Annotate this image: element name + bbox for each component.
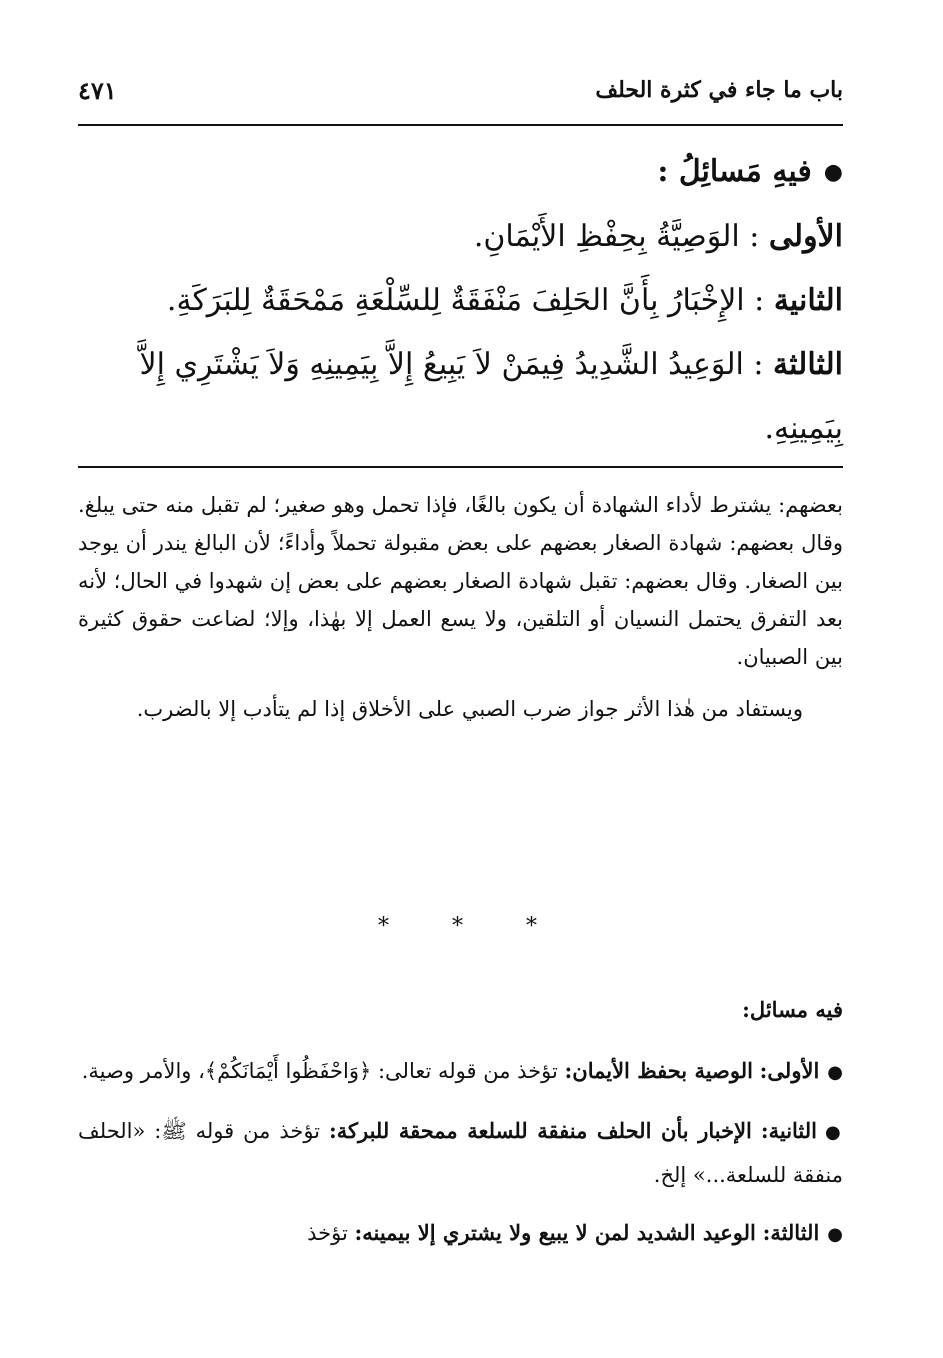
issue-text: تؤخذ من قوله ﷺ: «الحلف منفقة للسلعة...» إلخ. bbox=[78, 1119, 843, 1187]
chapter-title: باب ما جاء في كثرة الحلف bbox=[595, 77, 843, 103]
matn-section bbox=[78, 140, 843, 461]
issue-text: تؤخذ bbox=[307, 1221, 348, 1245]
bullet-icon: ● bbox=[827, 1062, 843, 1083]
matn-heading-text: فيهِ مَسائِلُ : bbox=[657, 154, 812, 189]
matn-item-text: : الوَعِيدُ الشَّدِيدُ فِيمَنْ لاَ يَبِيعُ إِلاَّ بِيَمِينِهِ وَلاَ يَشْتَرِي إِلاَّ bbox=[139, 347, 764, 382]
matn-item-2 bbox=[78, 269, 843, 333]
matn-heading bbox=[78, 140, 843, 205]
issues-heading: فيه مسائل: bbox=[742, 997, 843, 1022]
commentary-section bbox=[78, 486, 843, 742]
page-number: ٤٧١ bbox=[78, 75, 117, 105]
matn-item-1 bbox=[78, 205, 843, 269]
commentary-paragraph-2: ويستفاد من هٰذا الأثر جواز ضرب الصبي على الأخلاق إذا لم يتأدب إلا بالضرب. bbox=[136, 697, 803, 721]
header-divider bbox=[78, 124, 843, 126]
page-header bbox=[78, 60, 843, 120]
bullet-icon: ● bbox=[823, 160, 843, 185]
asterisk-separator: * * * bbox=[378, 914, 565, 939]
issue-text: تؤخذ من قوله تعالى: ﴿وَاحْفَظُوا أَيْمَانَكُمْ﴾، والأمر وصية. bbox=[81, 1059, 558, 1083]
issue-label: الثانية: bbox=[760, 1118, 818, 1143]
issue-item-3 bbox=[78, 1212, 843, 1256]
commentary-paragraph-1: بعضهم: يشترط لأداء الشهادة أن يكون بالغًا، فإذا تحمل وهو صغير؛ لم تقبل منه حتى يبلغ. وقال بعضهم: شهادة الصغار بعضهم على بعض مقبولة تحملاً وأداءً؛ لأن البالغ يندر أن يوجد بين الصغار. وقال بعضهم: تقبل شهادة الصغار بعضهم على بعض إن شهدوا في الحال؛ لأنه بعد التفرق يحتمل النسيان أو التلقين، ولا يسع العمل إلا بهٰذا، وإلا؛ لضاعت حقوق كثيرة بين الصبيان. bbox=[78, 493, 843, 669]
issue-bold-text: الإخبار بأن الحلف منفقة للسلعة ممحقة للبركة: bbox=[328, 1118, 752, 1143]
matn-item-label: الأولى bbox=[768, 219, 843, 254]
matn-item-label: الثانية bbox=[773, 283, 843, 318]
issue-item-1 bbox=[78, 1050, 843, 1094]
issues-section bbox=[78, 990, 843, 1272]
issue-label: الأولى: bbox=[759, 1058, 820, 1083]
matn-item-3 bbox=[78, 333, 843, 397]
matn-item-3-continued: بِيَمِينِهِ. bbox=[764, 411, 843, 446]
issue-bold-text: الوصية بحفظ الأيمان: bbox=[564, 1058, 753, 1083]
bullet-icon: ● bbox=[827, 1224, 843, 1245]
matn-item-text: : الوَصِيَّةُ بِحِفْظِ الأَيْمَانِ. bbox=[473, 219, 760, 254]
issue-bold-text: الوعيد الشديد لمن لا يبيع ولا يشتري إلا بيمينه: bbox=[354, 1220, 756, 1245]
section-divider bbox=[78, 466, 843, 468]
issue-label: الثالثة: bbox=[762, 1220, 820, 1245]
issue-item-2 bbox=[78, 1110, 843, 1196]
matn-item-label: الثالثة bbox=[773, 347, 843, 382]
bullet-icon: ● bbox=[825, 1122, 843, 1143]
matn-item-text: : الإِخْبَارُ بِأَنَّ الحَلِفَ مَنْفَقَةٌ لِلسِّلْعَةِ مَمْحَقَةٌ لِلبَرَكَةِ. bbox=[166, 283, 765, 318]
